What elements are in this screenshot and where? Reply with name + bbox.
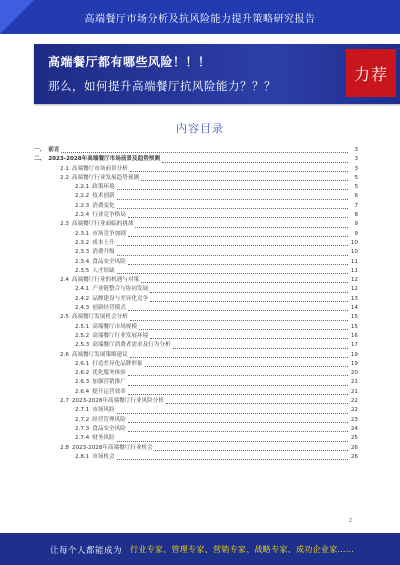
toc-entry-label [60,397,164,406]
toc-entry[interactable] [28,313,358,322]
toc-entry[interactable] [28,146,358,155]
toc-page-number: 20 [350,370,358,377]
toc-entry-text: 品牌建设与差异化竞争 [92,295,149,302]
toc-entry-text: 消费变化 [92,202,115,209]
toc-entry[interactable] [28,434,358,443]
toc-entry-text: 2023-2028年高端餐厅市场前景及趋势预测 [48,156,160,163]
toc-entry[interactable] [28,230,358,239]
toc-page-number: 5 [354,174,358,181]
toc-entry[interactable] [28,406,358,415]
toc-entry-label [60,220,133,229]
toc-leader-dots [173,347,348,349]
toc-entry-text: 人才短缺 [92,267,115,274]
page-marker: 2 [348,518,352,524]
toc-page-number: 21 [350,379,358,386]
toc-entry-number: 2.6 [60,351,69,358]
toc-entry-number: 2.6.3 [75,379,90,386]
toc-entry-text: 高端餐厅发展策略建议 [71,351,128,358]
toc-entry-number: 2.3 [60,221,69,228]
toc-leader-dots [117,458,348,460]
toc-entry-label [75,369,126,378]
toc-leader-dots [117,244,348,246]
toc-leader-dots [61,151,348,153]
toc-entry[interactable] [28,202,358,211]
toc-leader-dots [117,440,348,442]
toc-entry[interactable] [28,267,358,276]
toc-entry-number: 2.7.2 [75,416,90,423]
toc-entry-label [75,434,115,443]
toc-entry-label [75,425,126,434]
toc-entry[interactable] [28,295,358,304]
toc-entry-text: 财务风险 [92,435,115,442]
toc-page-number: 3 [354,165,358,172]
toc-leader-dots [139,328,348,330]
toc-entry-text: 创新经营模式 [92,305,126,312]
toc-entry-label [60,165,128,174]
toc-entry-text: 成本上升 [92,239,115,246]
toc-entry-text: 食品安全风险 [92,425,126,432]
toc-page-number: 10 [350,239,358,246]
toc-entry-text: 经营管理风险 [92,416,126,423]
toc-leader-dots [150,337,348,339]
toc-entry[interactable] [28,323,358,332]
toc-leader-dots [135,226,348,228]
toc-entry-label [75,295,148,304]
toc-entry-number: 2.3.3 [75,249,90,256]
toc-page-number: 17 [350,342,358,349]
footer-roles: 行业专家、管理专家、营销专家、战略专家、成功企业家…… [130,545,355,554]
toc-entry-text: 高端餐厅行业发展环境 [92,332,149,339]
toc-entry[interactable] [28,444,358,453]
toc-entry-text: 优化服务体验 [92,370,126,377]
toc-page-number: 11 [350,258,358,265]
toc-entry-label [75,378,126,387]
toc-entry[interactable] [28,192,358,201]
toc-entry-text: 打造差异化品牌形象 [92,360,143,367]
toc-leader-dots [117,207,348,209]
toc-entry-text: 产业链整合与协同发展 [92,286,149,293]
toc-entry[interactable] [28,211,358,220]
toc-page-number: 5 [354,184,358,191]
toc-entry[interactable] [28,360,358,369]
toc-page-number: 26 [350,453,358,460]
toc-entry-text: 政策环境 [92,184,115,191]
toc-entry-text: 高端餐厅行业发展趋势预测 [71,174,140,181]
toc-entry-text: 高端餐厅消费者需求及行为分析 [92,342,171,349]
toc-entry-label [75,406,115,415]
toc-entry-text: 2023-2028年高端餐厅行业风险分析 [71,398,164,405]
toc-entry-text: 高端餐厅行业面临的挑战 [71,221,134,228]
toc-entry-number: 2.5.3 [75,342,90,349]
toc-page-number: 3 [354,156,358,163]
toc-leader-dots [141,179,348,181]
toc-leader-dots [128,421,348,423]
toc-leader-dots [117,412,348,414]
toc-leader-dots [130,356,348,358]
toc-entry-number: 2.3.1 [75,230,90,237]
toc-entry-label [75,323,137,332]
toc-page-number: 9 [354,221,358,228]
toc-entry[interactable] [28,416,358,425]
top-banner [0,0,400,34]
toc-entry[interactable] [28,425,358,434]
toc-page-number: 22 [350,398,358,405]
toc-entry-number: 二、 [34,156,46,163]
toc-entry-text: 食品安全风险 [92,258,126,265]
toc-page-number: 6 [354,193,358,200]
toc-entry-number: 2.4 [60,277,69,284]
toc-page-number: 16 [350,332,358,339]
toc-leader-dots [128,263,348,265]
toc-entry[interactable] [28,155,358,164]
table-of-contents [28,146,358,462]
toc-page-number: 3 [354,147,358,153]
toc-entry-text: 技术创新 [92,193,115,200]
toc-entry-label [75,211,126,220]
toc-entry-number: 2.4.2 [75,295,90,302]
toc-leader-dots [128,216,348,218]
toc-entry-label [60,174,139,183]
hero-subheadline: 那么，如何提升高端餐厅抗风险能力？？？ [48,79,276,93]
toc-page-number: 12 [350,286,358,293]
toc-page-number: 19 [350,360,358,367]
recommend-badge: 力荐 [346,49,396,97]
toc-leader-dots [145,365,348,367]
toc-entry[interactable] [28,369,358,378]
toc-entry-label [75,332,148,341]
toc-entry-number: 2.7 [60,398,69,405]
toc-entry-text: 市场机会 [92,453,115,460]
toc-entry[interactable] [28,341,358,350]
toc-entry-text: 加强营销推广 [92,379,126,386]
toc-entry-label [60,351,128,360]
toc-leader-dots [128,374,348,376]
toc-entry-number: 2.5.1 [75,323,90,330]
toc-entry-label [75,285,148,294]
toc-entry-label [75,267,115,276]
toc-entry[interactable] [28,285,358,294]
toc-entry-number: 2.3.4 [75,258,90,265]
toc-entry-text: 高端餐厅市场规模 [92,323,137,330]
toc-leader-dots [117,272,348,274]
toc-entry[interactable] [28,378,358,387]
toc-entry-text: 高端餐厅发展机会分析 [71,314,128,321]
toc-entry[interactable] [28,248,358,257]
toc-page-number: 24 [350,425,358,432]
toc-entry-text: 2023-2028年高端餐厅行业机会 [71,444,153,451]
toc-entry-label [75,183,115,192]
toc-leader-dots [117,254,348,256]
toc-page-number: 13 [350,295,358,302]
toc-entry-number: 2.6.4 [75,388,90,395]
toc-entry-label [75,192,115,201]
toc-leader-dots [128,235,348,237]
toc-entry-text: 消费升级 [92,249,115,256]
toc-entry-number: 2.6.2 [75,370,90,377]
toc-entry-number: 2.2.2 [75,193,90,200]
toc-entry-label [75,388,126,397]
toc-entry-number: 2.8 [60,444,69,451]
toc-entry[interactable] [28,220,358,229]
toc-entry-number: 2.5 [60,314,69,321]
toc-entry-number: 2.2.4 [75,212,90,219]
toc-leader-dots [117,198,348,200]
document-title: 高端餐厅市场分析及抗风险能力提升策略研究报告 [84,14,316,25]
toc-entry-text: 前言 [48,147,60,153]
toc-leader-dots [130,319,348,321]
toc-entry[interactable] [28,351,358,360]
toc-leader-dots [150,300,348,302]
toc-entry-number: 一、 [34,147,46,153]
toc-entry-number: 2.3.2 [75,239,90,246]
toc-page-number: 19 [350,351,358,358]
toc-entry-text: 提升运营效率 [92,388,126,395]
toc-entry[interactable] [28,332,358,341]
toc-page-number: 12 [350,277,358,284]
toc-entry-number: 2.7.1 [75,407,90,414]
toc-entry-label [60,313,128,322]
toc-entry-label [60,444,153,453]
toc-entry-label [75,230,126,239]
toc-leader-dots [117,188,348,190]
toc-leader-dots [128,393,348,395]
toc-entry-label [34,155,160,164]
toc-entry-label [75,239,115,248]
toc-entry-number: 2.2.1 [75,184,90,191]
toc-page-number: 26 [350,444,358,451]
toc-leader-dots [155,449,348,451]
footer-slogan: 让每个人都能成为 [50,546,123,556]
toc-page-number: 11 [350,267,358,274]
toc-entry-label [75,202,115,211]
toc-leader-dots [128,384,348,386]
toc-page-number: 21 [350,388,358,395]
toc-entry-number: 2.5.2 [75,332,90,339]
toc-entry-number: 2.6.1 [75,360,90,367]
toc-entry[interactable] [28,304,358,313]
toc-entry[interactable] [28,453,358,462]
toc-entry[interactable] [28,388,358,397]
toc-entry[interactable] [28,183,358,192]
toc-heading: 内容目录 [176,122,224,135]
toc-page-number: 15 [350,323,358,330]
toc-entry-number: 2.4.3 [75,305,90,312]
toc-leader-dots [150,291,348,293]
toc-entry-number: 2.7.4 [75,435,90,442]
toc-entry[interactable] [28,165,358,174]
toc-entry-label [75,416,126,425]
toc-page-number: 10 [350,249,358,256]
toc-entry-label [34,146,59,155]
toc-page-number: 8 [354,212,358,219]
toc-entry-label [75,248,115,257]
toc-page-number: 25 [350,435,358,442]
toc-leader-dots [162,161,348,163]
toc-page-number: 23 [350,416,358,423]
toc-entry-label [60,276,139,285]
toc-leader-dots [128,309,348,311]
toc-entry-text: 行业竞争格局 [92,212,126,219]
toc-entry-label [75,258,126,267]
toc-entry-text: 高端餐厅市场前景分析 [71,165,128,172]
footer-banner [0,533,400,565]
toc-entry-number: 2.2 [60,174,69,181]
toc-entry[interactable] [28,174,358,183]
hero-headline: 高端餐厅都有哪些风险！！！ [48,55,211,69]
toc-entry-number: 2.7.3 [75,425,90,432]
toc-entry[interactable] [28,239,358,248]
toc-entry-label [75,453,115,462]
toc-page-number: 9 [354,230,358,237]
toc-page-number: 22 [350,407,358,414]
toc-entry-text: 市场竞争加剧 [92,230,126,237]
toc-page-number: 14 [350,305,358,312]
toc-entry-label [75,341,171,350]
toc-entry-number: 2.1 [60,165,69,172]
toc-entry-number: 2.2.3 [75,202,90,209]
toc-entry-label [75,360,143,369]
toc-entry-number: 2.3.5 [75,267,90,274]
toc-leader-dots [141,281,348,283]
toc-entry-label [75,304,126,313]
toc-entry[interactable] [28,258,358,267]
toc-entry-number: 2.8.1 [75,453,90,460]
toc-entry-text: 高端餐厅行业的机遇与对策 [71,277,140,284]
toc-entry[interactable] [28,397,358,406]
toc-entry[interactable] [28,276,358,285]
toc-leader-dots [128,430,348,432]
toc-leader-dots [166,402,348,404]
toc-entry-text: 市场风险 [92,407,115,414]
toc-page-number: 15 [350,314,358,321]
toc-page-number: 7 [354,202,358,209]
toc-leader-dots [130,170,348,172]
toc-entry-number: 2.4.1 [75,286,90,293]
